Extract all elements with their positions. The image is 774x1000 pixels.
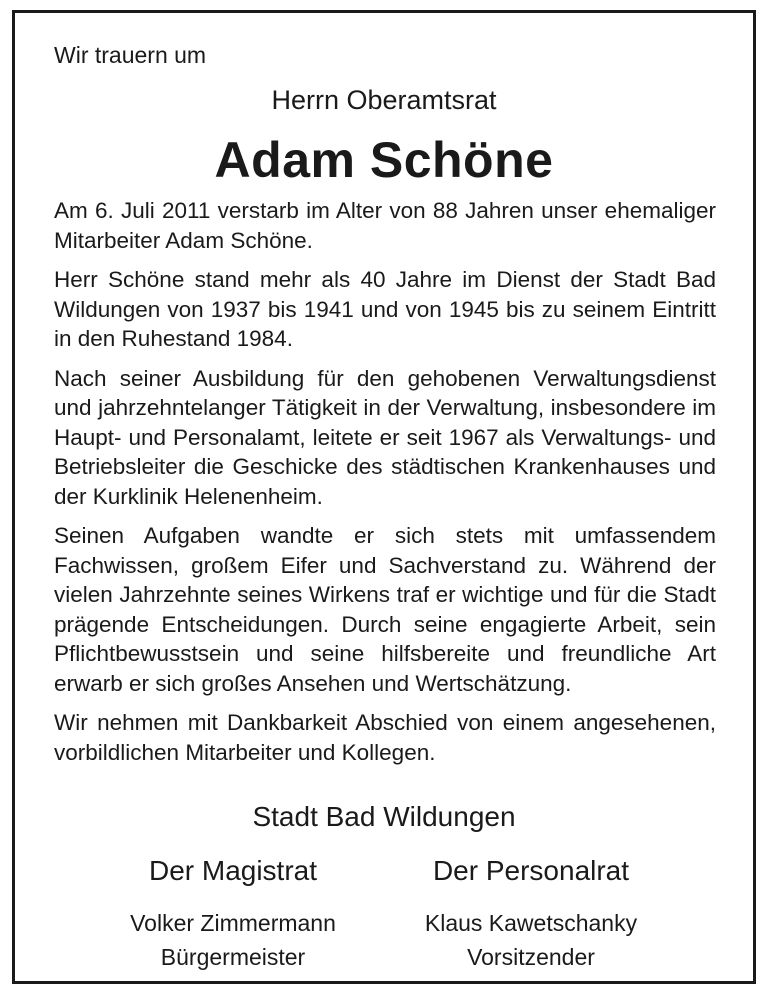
signatory-body: Der Magistrat xyxy=(148,855,318,886)
signatory-name: Klaus Kawetschanky xyxy=(424,910,638,936)
signatory-role: Vorsitzender xyxy=(467,944,595,970)
deceased-name: Adam Schöne xyxy=(214,132,554,188)
paragraph-farewell: Wir nehmen mit Dankbarkeit Abschied von einem angesehenen, vorbildlichen Mitarbeiter und Kollegen. xyxy=(54,710,716,765)
paragraph-death: Am 6. Juli 2011 verstarb im Alter von 88 Jahren unser ehemaliger Mitarbeiter Adam Schöne. xyxy=(54,198,716,253)
obituary-notice xyxy=(12,10,756,984)
honorific-title: Herrn Oberamtsrat xyxy=(271,85,497,115)
signatory-role: Bürgermeister xyxy=(160,944,306,970)
paragraph-tribute: Seinen Aufgaben wandte er sich stets mit umfassendem Fachwissen, großem Eifer und Sachverstand zu. Während der vielen Jahrzehnte seines Wirkens traf er wichtige und für die Stadt prägende Entscheidungen. Durch seine engagierte Arbeit, sein Pflichtbewusstsein und seine hilfsbereite und freundliche Art erwarb er sich großes Ansehen und Wertschätzung. xyxy=(54,523,716,696)
intro-line: Wir trauern um xyxy=(54,42,207,68)
organization-name: Stadt Bad Wildungen xyxy=(252,801,516,832)
signatory-personalrat xyxy=(366,853,696,974)
signatory-name: Volker Zimmermann xyxy=(130,910,336,936)
paragraph-career: Nach seiner Ausbildung für den gehobenen Verwaltungsdienst und jahrzehntelanger Tätigkeit in der Verwaltung, insbesondere im Haupt- und Personalamt, leitete er seit 1967 als Verwaltungs- und Betriebsleiter die Geschicke des städtischen Krankenhauses und der Kurklinik Helenenheim. xyxy=(54,365,716,509)
signatory-body: Der Personalrat xyxy=(432,855,630,886)
notice-body xyxy=(54,196,716,777)
paragraph-service: Herr Schöne stand mehr als 40 Jahre im Dienst der Stadt Bad Wildungen von 1937 bis 1941 und von 1945 bis zu seinem Eintritt in den Ruhestand 1984. xyxy=(54,267,716,351)
signatory-magistrat xyxy=(68,853,398,974)
